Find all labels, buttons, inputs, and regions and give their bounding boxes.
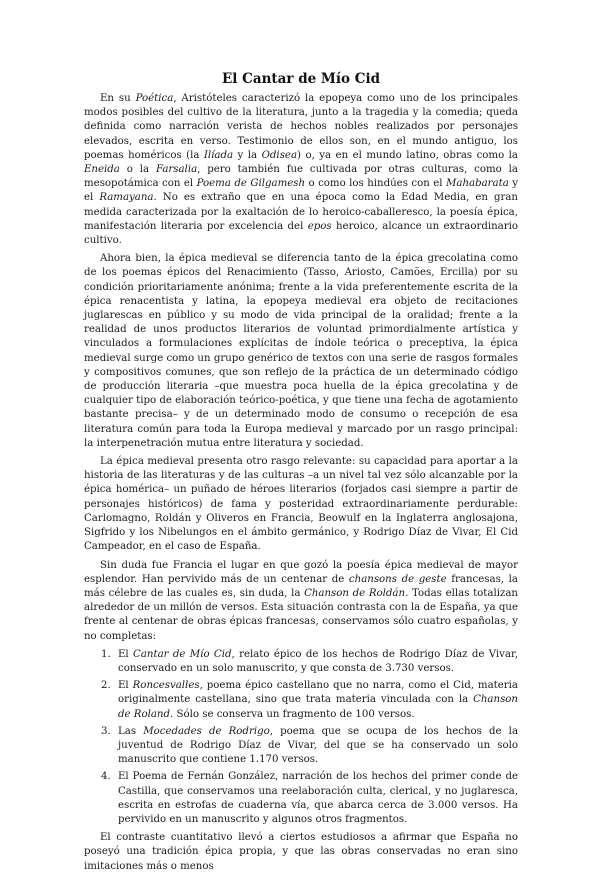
- italic-title: Odisea: [261, 149, 298, 161]
- text: o como los hindúes con el: [305, 178, 446, 190]
- document-title: El Cantar de Mío Cid: [221, 71, 381, 87]
- text: , Aristóteles caracterizó la epopeya como uno de los principales modos posibles del cultivo de la literatura, junto a la tragedia y la comedia; queda definida como narración verista de hechos nobles realizados por personajes elevados, escrita en verso. Testimonio de ellos son, en el mundo antiguo, los poemas homéricos (la: [84, 93, 518, 161]
- text: En su: [100, 93, 136, 104]
- italic-title: Chanson de Roland: [118, 694, 518, 720]
- paragraph-4: [84, 559, 518, 644]
- italic-title: Roncesvalles: [132, 680, 200, 692]
- list-item: [114, 725, 518, 768]
- paragraph-1: [84, 92, 518, 248]
- text: , poema que se ocupa de los hechos de la juventud de Rodrigo Díaz de Vivar, del que se ha conservado un solo manuscrito que contiene 1.170 versos.: [118, 725, 519, 766]
- italic-title: Farsalia: [155, 164, 198, 176]
- italic-title: Ilíada: [203, 149, 234, 161]
- italic-term: epos: [307, 220, 332, 232]
- text: ) o, ya en el mundo latino, obras como la: [297, 149, 518, 161]
- paragraph-3: La épica medieval presenta otro rasgo relevante: su capacidad para aportar a la historia de las literaturas y de las culturas –a un nivel tal vez sólo alcanzable por la épica homérica– un puñado de héroes literarios (forjados casi siempre a partir de personajes históricos) de fama y posteridad extraordinariamente perdurable: Carlomagno, Roldán y Oliveros en Francia, Beowulf en la Inglaterra anglosajona, Sigfrido y los Nibelungos en el ámbito germánico, y Rodrigo Díaz de Vivar, El Cid Campeador, en el caso de España.: [84, 456, 518, 553]
- italic-title: Mahabarata: [445, 178, 509, 190]
- text: . Sólo se conserva un fragmento de 100 versos.: [170, 708, 415, 720]
- text: francesas, la más célebre de las cuales es, sin duda, la: [84, 573, 518, 599]
- text: heroico, alcance un extraordinario cultivo.: [84, 220, 518, 247]
- text: , pero también fue cultivada por otras culturas, como la mesopotámica con el: [84, 164, 518, 190]
- epic-works-list: [84, 648, 518, 827]
- text: Las: [118, 725, 144, 737]
- paragraph-5: El contraste cuantitativo llevó a ciertos estudiosos a afirmar que España no poseyó una tradición épica propia, y que las obras conservadas no eran sino imitaciones más o menos: [84, 832, 518, 872]
- text: . Todas ellas totalizan alrededor de un millón de versos. Esta situación contrasta con la de España, ya que frente al centenar de obras épicas francesas, conservamos sólo cuatro españolas, y no completas:: [84, 587, 518, 642]
- list-item: [114, 648, 518, 676]
- italic-title: Mocedades de Rodrigo: [143, 725, 270, 737]
- text: y la: [233, 149, 262, 161]
- list-item: 4. El Poema de Fernán González, narración de los hechos del primer conde de Castilla, que conservamos una reelaboración culta, clerical, y no juglaresca, escrita en estrofas de cuaderna vía, que abarca cerca de 3.000 versos. Ha pervivido en un manuscrito y algunos otros fragmentos.: [114, 770, 518, 827]
- italic-title: Eneida: [84, 164, 120, 176]
- text: , relato épico de los hechos de Rodrigo Díaz de Vivar, conservado en un solo manuscrito, y que consta de 3.730 versos.: [118, 648, 518, 674]
- paragraph-2: Ahora bien, la épica medieval se diferencia tanto de la épica grecolatina como de los poemas épicos del Renacimiento (Tasso, Ariosto, Camões, Ercilla) por su condición prioritariamente anónima; frente a la vida preferentemente escrita de la épica renacentista y latina, la epopeya medieval era objeto de recitaciones juglarescas en público y su modo de vida principal de la oralidad; frente a la realidad de unos productos literarios de voluntad primordialmente artística y vinculados a formulaciones explícitas de índole teórica o preceptiva, la épica medieval surge como un grupo genérico de textos con una serie de rasgos formales y compositivos comunes, que son reflejo de la práctica de un determinado código de producción literaria –que muestra poca huella de la épica grecolatina y de cualquier tipo de elaboración teórico-poética, y que tiene una fecha de agotamiento bastante precisa– y de un determinado modo de consumo o recepción de esa literatura común para toda la Europa medieval y marcado por un rasgo principal: la interpenetración mutua entre literatura y sociedad.: [84, 253, 518, 449]
- italic-title: Cantar de Mío Cid: [133, 648, 232, 660]
- list-item: [114, 679, 518, 722]
- text: y el: [84, 178, 518, 204]
- text: Sin duda fue Francia el lugar en que gozó la poesía épica medieval de mayor esplendor. Han pervivido más de un centenar de: [84, 559, 518, 585]
- text: El: [118, 648, 134, 660]
- italic-title: Poética: [135, 93, 174, 104]
- text: , poema épico castellano que no narra, como el Cid, materia originalmente castellana, sino que trata materia vinculada con la: [118, 680, 518, 706]
- italic-title: Ramayana: [99, 192, 154, 204]
- italic-title: Chanson de Roldán: [304, 587, 406, 599]
- italic-title: Poema de Gilgamesh: [196, 178, 306, 190]
- text: . No es extraño que en una época como la Edad Media, en gran medida caracterizada por la exaltación de lo heroico-caballeresco, la poesía épica, manifestación literaria por excelencia del: [84, 192, 518, 232]
- text: o la: [119, 164, 156, 176]
- text: El: [118, 680, 133, 692]
- italic-term: chansons de geste: [348, 573, 447, 585]
